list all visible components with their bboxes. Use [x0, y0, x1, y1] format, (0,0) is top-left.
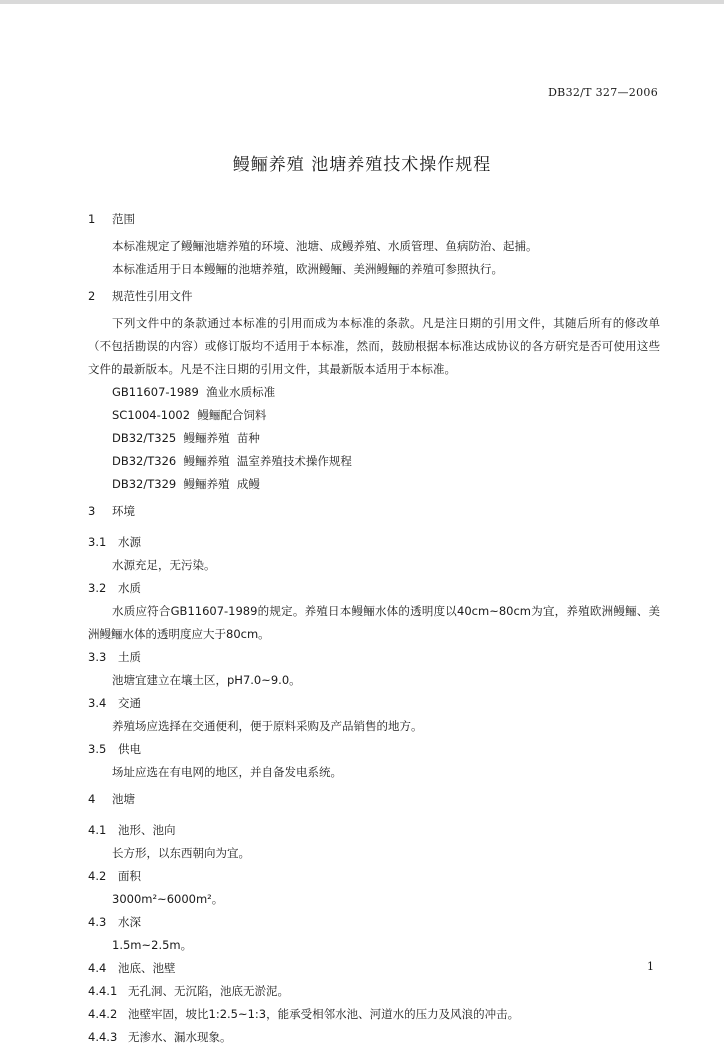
- section-number: 3: [88, 504, 96, 518]
- section-title: 范围: [112, 212, 135, 226]
- subsection-number: 3.2: [88, 581, 107, 595]
- subsection-title: 土质: [118, 650, 141, 664]
- subsection-title: 水源: [118, 535, 141, 549]
- document-code: DB32/T 327—2006: [548, 86, 658, 99]
- paragraph: 3000m²~6000m²。: [112, 892, 224, 906]
- clause-text: 池壁牢固，坡比1:2.5~1:3，能承受相邻水池、河道水的压力及风浪的冲击。: [128, 1007, 520, 1021]
- clause-number: 4.4.1: [88, 984, 118, 998]
- subsection-number: 3.1: [88, 535, 107, 549]
- paragraph: 池塘宜建立在壤土区，pH7.0~9.0。: [112, 673, 301, 687]
- subsection-heading: [88, 819, 660, 842]
- subsection-title: 水质: [118, 581, 141, 595]
- subsection-heading: [88, 646, 660, 669]
- document-title: 鳗鲡养殖 池塘养殖技术操作规程: [232, 155, 492, 175]
- reference-item: SC1004-1002 鳗鲡配合饲料: [112, 408, 267, 422]
- subsection-number: 4.1: [88, 823, 107, 837]
- reference-item: DB32/T329 鳗鲡养殖 成鳗: [112, 477, 260, 491]
- section-2-heading: [88, 285, 660, 308]
- paragraph: 场址应选在有电网的地区，并自备发电系统。: [112, 765, 342, 779]
- subsection-title: 水深: [118, 915, 141, 929]
- paragraph: 本标准适用于日本鳗鲡的池塘养殖，欧洲鳗鲡、美洲鳗鲡的养殖可参照执行。: [112, 262, 503, 276]
- clause-text: 无渗水、漏水现象。: [128, 1030, 232, 1044]
- paragraph: 本标准规定了鳗鲡池塘养殖的环境、池塘、成鳗养殖、水质管理、鱼病防治、起捕。: [112, 239, 538, 253]
- clause-text: 无孔洞、无沉陷，池底无淤泥。: [128, 984, 289, 998]
- section-title: 环境: [112, 504, 135, 518]
- clause-number: 4.4.2: [88, 1007, 118, 1021]
- reference-item: GB11607-1989 渔业水质标准: [112, 385, 276, 399]
- scan-edge: [0, 0, 724, 4]
- section-number: 2: [88, 289, 96, 303]
- section-4-heading: [88, 788, 660, 811]
- paragraph: 养殖场应选择在交通便利，便于原料采购及产品销售的地方。: [112, 719, 423, 733]
- page-number: 1: [647, 960, 654, 973]
- section-title: 规范性引用文件: [112, 289, 193, 303]
- clause-item: [88, 1003, 660, 1026]
- subsection-title: 池底、池壁: [118, 961, 176, 975]
- section-number: 1: [88, 212, 96, 226]
- paragraph: 水质应符合GB11607-1989的规定。养殖日本鳗鲡水体的透明度以40cm~80cm为宜，养殖欧洲鳗鲡、美洲鳗鲡水体的透明度应大于80cm。: [88, 604, 660, 641]
- subsection-heading: [88, 911, 660, 934]
- subsection-heading: [88, 577, 660, 600]
- subsection-number: 3.4: [88, 696, 107, 710]
- subsection-heading: [88, 692, 660, 715]
- paragraph: 长方形，以东西朝向为宜。: [112, 846, 250, 860]
- section-1-heading: [88, 208, 660, 231]
- subsection-number: 3.3: [88, 650, 107, 664]
- subsection-number: 3.5: [88, 742, 107, 756]
- subsection-title: 交通: [118, 696, 141, 710]
- reference-item: DB32/T326 鳗鲡养殖 温室养殖技术操作规程: [112, 454, 352, 468]
- document-body: [88, 204, 660, 1049]
- clause-item: [88, 1026, 660, 1049]
- subsection-heading: [88, 957, 660, 980]
- section-number: 4: [88, 792, 96, 806]
- subsection-number: 4.3: [88, 915, 107, 929]
- subsection-heading: [88, 531, 660, 554]
- subsection-heading: [88, 865, 660, 888]
- paragraph: 1.5m~2.5m。: [112, 938, 193, 952]
- subsection-title: 池形、池向: [118, 823, 176, 837]
- section-title: 池塘: [112, 792, 135, 806]
- subsection-number: 4.2: [88, 869, 107, 883]
- reference-item: DB32/T325 鳗鲡养殖 苗种: [112, 431, 260, 445]
- clause-number: 4.4.3: [88, 1030, 118, 1044]
- subsection-title: 供电: [118, 742, 141, 756]
- subsection-heading: [88, 738, 660, 761]
- subsection-number: 4.4: [88, 961, 107, 975]
- subsection-title: 面积: [118, 869, 141, 883]
- section-3-heading: [88, 500, 660, 523]
- paragraph: 水源充足，无污染。: [112, 558, 216, 572]
- paragraph: 下列文件中的条款通过本标准的引用而成为本标准的条款。凡是注日期的引用文件，其随后所有的修改单（不包括勘误的内容）或修订版均不适用于本标准，然而，鼓励根据本标准达成协议的各方研究是否可使用这些文件的最新版本。凡是不注日期的引用文件，其最新版本适用于本标准。: [88, 316, 660, 376]
- clause-item: [88, 980, 660, 1003]
